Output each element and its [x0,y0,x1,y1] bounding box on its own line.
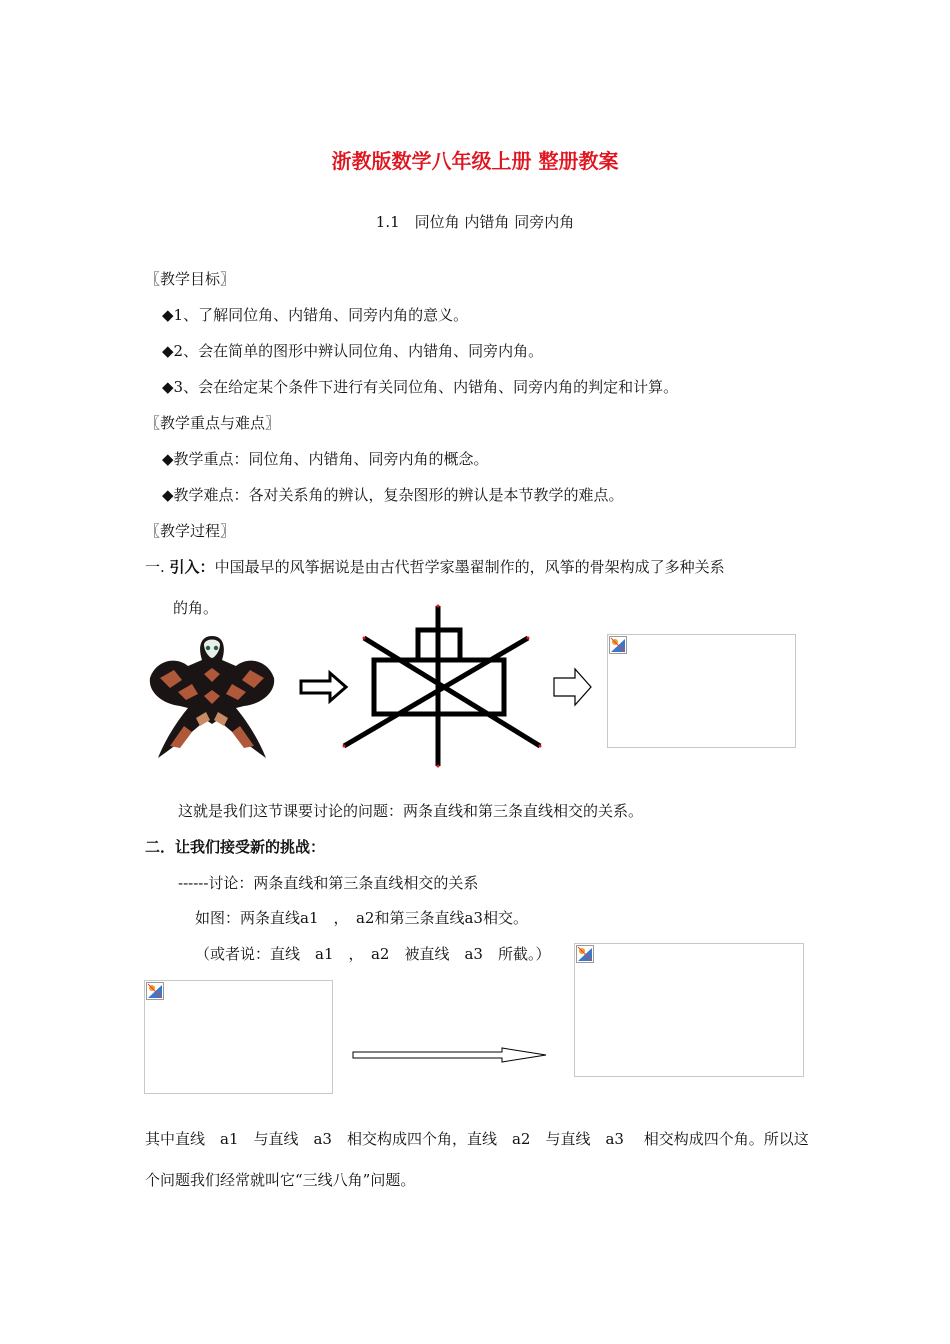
figure-text: 如图：两条直线a1 ， a2和第三条直线a3相交。 [195,909,528,927]
image-placeholder [144,980,333,1094]
part2-heading: 二．让我们接受新的挑战： [145,838,326,856]
discussion-line: ------讨论：两条直线和第三条直线相交的关系 [178,874,479,892]
broken-image-icon [609,636,627,654]
key-point-item: ◆教学重点：同位角、内错角、同旁内角的概念。 [162,450,489,468]
page-title: 浙教版数学八年级上册 整册教案 [331,149,619,173]
goal-item: ◆1、了解同位角、内错角、同旁内角的意义。 [162,306,469,324]
section-key-heading: 〖教学重点与难点〗 [145,414,281,432]
intro-text-line-1: 中国最早的风筝据说是由古代哲学家墨翟制作的，风筝的骨架构成了多种关系 [214,558,725,576]
conclusion-line-2: 个问题我们经常就叫它“三线八角”问题。 [145,1171,416,1189]
intro-prefix: 一. [145,558,170,576]
intro-paragraph [145,556,725,577]
long-arrow-icon [352,1047,548,1063]
broken-image-icon [576,945,594,963]
hollow-arrow-icon [553,668,593,706]
image-placeholder [607,634,796,748]
intro-summary: 这就是我们这节课要讨论的问题：两条直线和第三条直线相交的关系。 [178,802,644,820]
section-process-heading: 〖教学过程〗 [145,522,236,540]
intro-text-line-2: 的角。 [173,599,219,617]
intro-label: 引入： [169,558,215,576]
conclusion-line-1: 其中直线 a1 与直线 a3 相交构成四个角，直线 a2 与直线 a3 相交构成四个角。所以这 [145,1130,809,1148]
kite-picture [148,634,276,760]
broken-image-icon [146,982,164,1000]
lesson-subtitle: 1.1 同位角 内错角 同旁内角 [375,213,575,231]
image-placeholder [574,943,804,1077]
goal-item: ◆2、会在简单的图形中辨认同位角、内错角、同旁内角。 [162,342,544,360]
key-point-item: ◆教学难点：各对关系角的辨认，复杂图形的辨认是本节教学的难点。 [162,486,624,504]
kite-frame-diagram [342,604,546,770]
section-goals-heading: 〖教学目标〗 [145,270,236,288]
or-text: （或者说：直线 a1 ， a2 被直线 a3 所截。） [195,945,551,963]
hollow-arrow-icon [300,672,348,702]
goal-item: ◆3、会在给定某个条件下进行有关同位角、内错角、同旁内角的判定和计算。 [162,378,679,396]
